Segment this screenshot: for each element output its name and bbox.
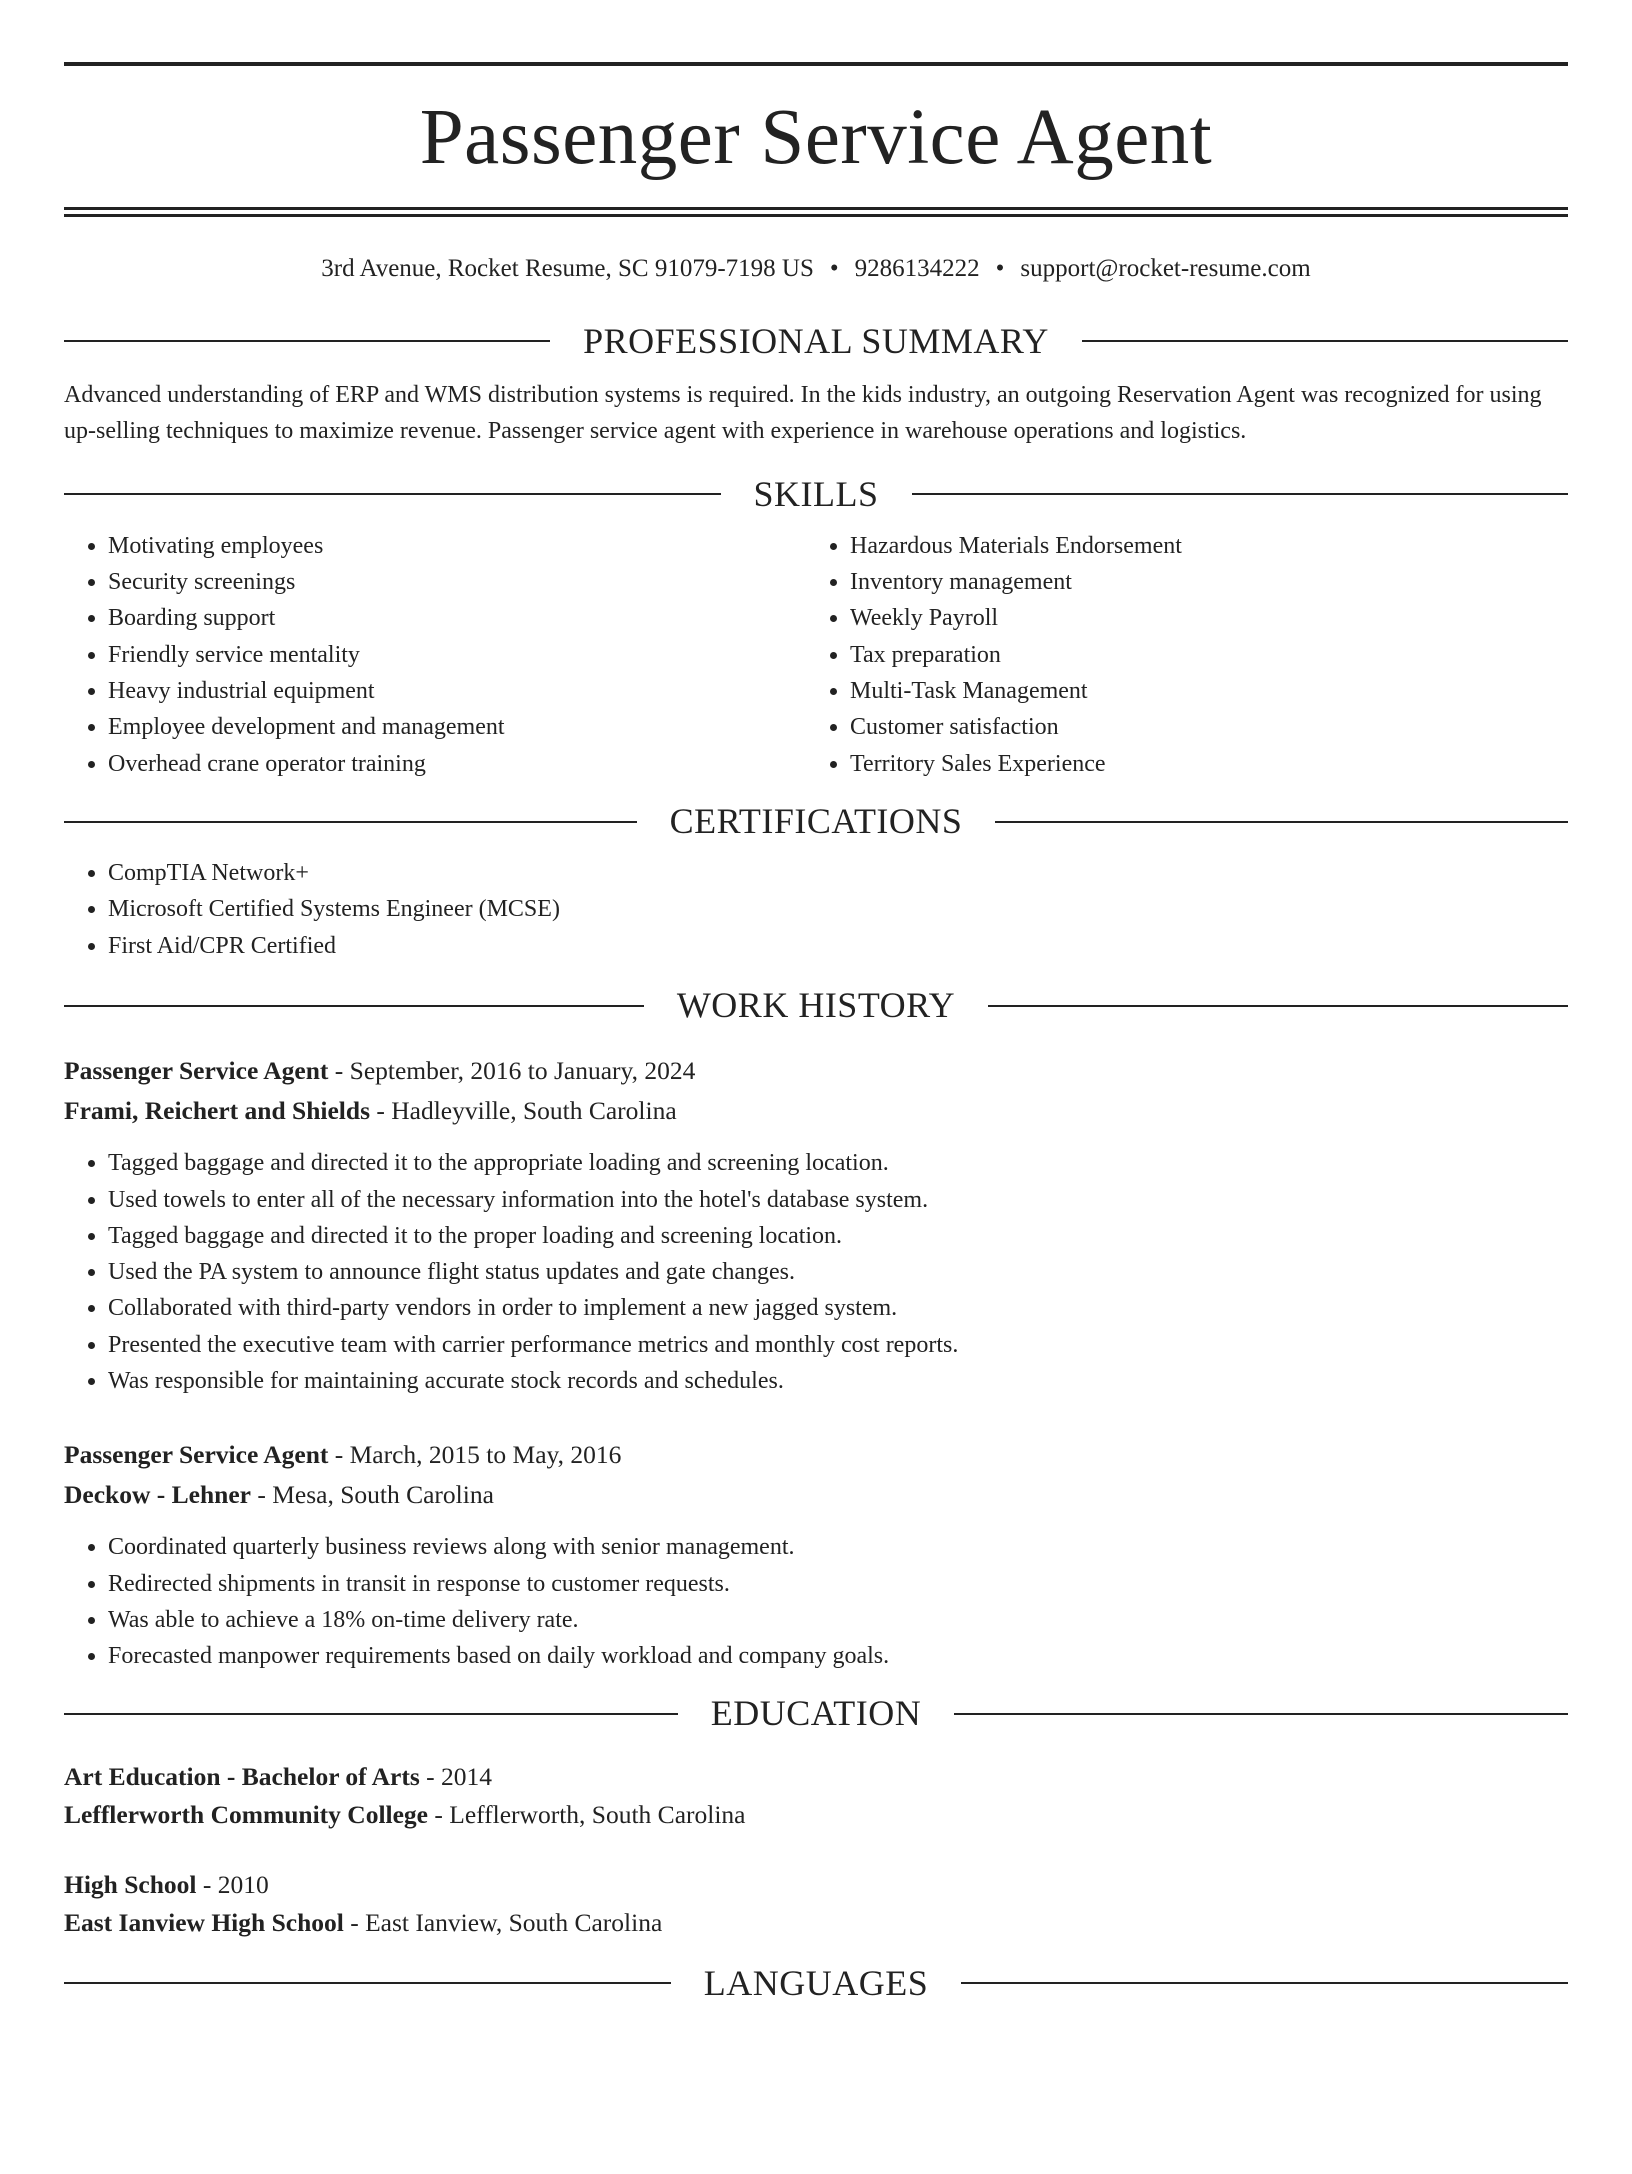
skill-item: • Boarding support <box>108 600 806 636</box>
job-bullet: • Used the PA system to announce flight status updates and gate changes. <box>108 1254 1568 1290</box>
education-school-line <box>64 1796 1568 1834</box>
certification-item: • Microsoft Certified Systems Engineer (MCSE) <box>108 891 1568 927</box>
heading-rule <box>1082 340 1568 342</box>
skill-item: • Overhead crane operator training <box>108 746 806 782</box>
job-entry <box>64 1435 1568 1674</box>
education-entry <box>64 1866 1568 1942</box>
section-title: EDUCATION <box>710 1693 922 1734</box>
job-location: - Hadleyville, South Carolina <box>370 1096 677 1126</box>
contact-phone: 9286134222 <box>854 255 980 282</box>
heading-rule <box>995 821 1568 823</box>
skill-item: • Tax preparation <box>850 637 1568 673</box>
header-double-rule <box>64 207 1568 217</box>
skill-item: • Weekly Payroll <box>850 600 1568 636</box>
section-title: CERTIFICATIONS <box>669 800 963 841</box>
job-bullet: • Was responsible for maintaining accurate stock records and schedules. <box>108 1363 1568 1399</box>
job-bullet: • Presented the executive team with carrier performance metrics and monthly cost reports. <box>108 1327 1568 1363</box>
top-rule <box>64 62 1568 66</box>
summary-text: Advanced understanding of ERP and WMS distribution systems is required. In the kids industry, an outgoing Reservation Agent was recognized for using up-selling techniques to maximize revenue. Passenger service agent with experience in warehouse operations and logistics. <box>64 381 1542 444</box>
section-title: SKILLS <box>753 473 879 514</box>
job-entry <box>64 1051 1568 1399</box>
education-entry <box>64 1758 1568 1834</box>
job-dates: - September, 2016 to January, 2024 <box>328 1056 696 1086</box>
job-bullets <box>64 1145 1568 1399</box>
education-degree: Art Education - Bachelor of Arts <box>64 1761 420 1791</box>
job-bullet: • Tagged baggage and directed it to the appropriate loading and screening location. <box>108 1145 1568 1181</box>
job-title-line <box>64 1435 1568 1475</box>
candidate-name: Passenger Service Agent <box>419 94 1213 181</box>
heading-rule <box>961 1982 1568 1984</box>
contact-separator: • <box>829 255 839 282</box>
job-bullet: • Coordinated quarterly business reviews along with senior management. <box>108 1529 1568 1565</box>
heading-rule <box>988 1005 1568 1007</box>
section-heading-languages <box>64 1962 1568 2005</box>
certifications-list <box>64 855 1568 964</box>
job-bullet: • Forecasted manpower requirements based on daily workload and company goals. <box>108 1638 1568 1674</box>
certification-item: • First Aid/CPR Certified <box>108 928 1568 964</box>
skills-list-left <box>64 528 806 782</box>
education-year: - 2010 <box>196 1869 269 1899</box>
job-role: Passenger Service Agent <box>64 1056 329 1086</box>
job-bullet: • Redirected shipments in transit in response to customer requests. <box>108 1566 1568 1602</box>
skills-columns <box>64 528 1568 782</box>
education-school-line <box>64 1904 1568 1942</box>
skill-item: • Multi-Task Management <box>850 673 1568 709</box>
section-title: LANGUAGES <box>703 1962 929 2003</box>
skill-item: • Employee development and management <box>108 709 806 745</box>
resume-page <box>0 62 1632 2174</box>
heading-rule <box>912 493 1569 495</box>
section-heading-summary <box>64 320 1568 363</box>
contact-separator: • <box>995 255 1005 282</box>
skill-item: • Hazardous Materials Endorsement <box>850 528 1568 564</box>
section-heading-education <box>64 1692 1568 1735</box>
skill-item: • Friendly service mentality <box>108 637 806 673</box>
job-bullet: • Was able to achieve a 18% on-time delivery rate. <box>108 1602 1568 1638</box>
skill-item: • Motivating employees <box>108 528 806 564</box>
skill-item: • Territory Sales Experience <box>850 746 1568 782</box>
heading-rule <box>64 1005 644 1007</box>
heading-rule <box>64 340 550 342</box>
education-school: East Ianview High School <box>64 1907 344 1937</box>
section-title: PROFESSIONAL SUMMARY <box>583 320 1049 361</box>
section-heading-work-history <box>64 984 1568 1027</box>
skills-list-right <box>806 528 1568 782</box>
job-title-line <box>64 1051 1568 1091</box>
skill-item: • Customer satisfaction <box>850 709 1568 745</box>
heading-rule <box>64 493 721 495</box>
job-company: Frami, Reichert and Shields <box>64 1096 370 1126</box>
education-location: - East Ianview, South Carolina <box>343 1907 663 1937</box>
job-company: Deckow - Lehner <box>64 1480 251 1510</box>
education-year: - 2014 <box>419 1761 493 1791</box>
contact-email: support@rocket-resume.com <box>1020 255 1311 282</box>
heading-rule <box>954 1713 1568 1715</box>
job-bullet: • Collaborated with third-party vendors in order to implement a new jagged system. <box>108 1290 1568 1326</box>
certification-item: • CompTIA Network+ <box>108 855 1568 891</box>
job-bullet: • Used towels to enter all of the necessary information into the hotel's database system. <box>108 1182 1568 1218</box>
contact-line <box>64 253 1568 286</box>
heading-rule <box>64 1982 671 1984</box>
job-company-line <box>64 1475 1568 1515</box>
job-location: - Mesa, South Carolina <box>250 1480 494 1510</box>
education-school: Lefflerworth Community College <box>64 1799 428 1829</box>
job-bullet: • Tagged baggage and directed it to the proper loading and screening location. <box>108 1218 1568 1254</box>
section-title: WORK HISTORY <box>676 985 956 1026</box>
contact-address: 3rd Avenue, Rocket Resume, SC 91079-7198 US <box>321 255 814 282</box>
job-company-line <box>64 1091 1568 1131</box>
education-degree: High School <box>64 1869 197 1899</box>
skill-item: • Inventory management <box>850 564 1568 600</box>
heading-rule <box>64 1713 678 1715</box>
section-heading-skills <box>64 473 1568 516</box>
job-dates: - March, 2015 to May, 2016 <box>328 1440 622 1470</box>
job-role: Passenger Service Agent <box>64 1440 329 1470</box>
skill-item: • Security screenings <box>108 564 806 600</box>
education-degree-line <box>64 1758 1568 1796</box>
job-bullets <box>64 1529 1568 1674</box>
education-degree-line <box>64 1866 1568 1904</box>
education-location: - Lefflerworth, South Carolina <box>428 1799 746 1829</box>
section-heading-certifications <box>64 800 1568 843</box>
skill-item: • Heavy industrial equipment <box>108 673 806 709</box>
heading-rule <box>64 821 637 823</box>
